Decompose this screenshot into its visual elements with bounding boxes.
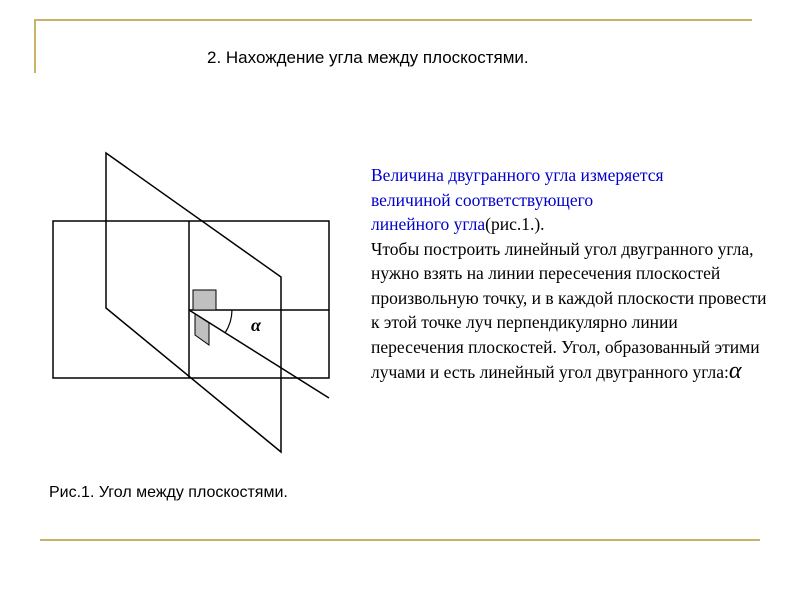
paragraph-body: Чтобы построить линейный угол двугранного угла, нужно взять на линии пересечения плоскостей произвольную точку, и в каждой плоскости провести к этой точке луч перпендикулярно линии пересечения плоскостей. Угол, образованный этими лучами и есть линейный угол двугранного угла: [371, 238, 767, 382]
alpha-label: α [251, 315, 261, 335]
alpha-symbol: α [728, 358, 742, 384]
right-angle-marker-upper [193, 290, 216, 310]
angle-arc [225, 310, 232, 333]
highlight-line-2: величиной соответствующего [371, 189, 594, 210]
figure-caption: Рис.1. Угол между плоскостями. [49, 484, 288, 501]
highlight-line-3: линейного угла [371, 214, 486, 234]
explanation-paragraph [371, 163, 771, 385]
figure-reference: (рис.1.). [485, 214, 545, 234]
horizontal-plane [53, 221, 329, 378]
slide-title: 2. Нахождение угла между плоскостями. [207, 48, 529, 67]
right-angle-marker-lower [195, 314, 209, 345]
highlight-line-1: Величина двугранного угла измеряется [371, 165, 664, 185]
